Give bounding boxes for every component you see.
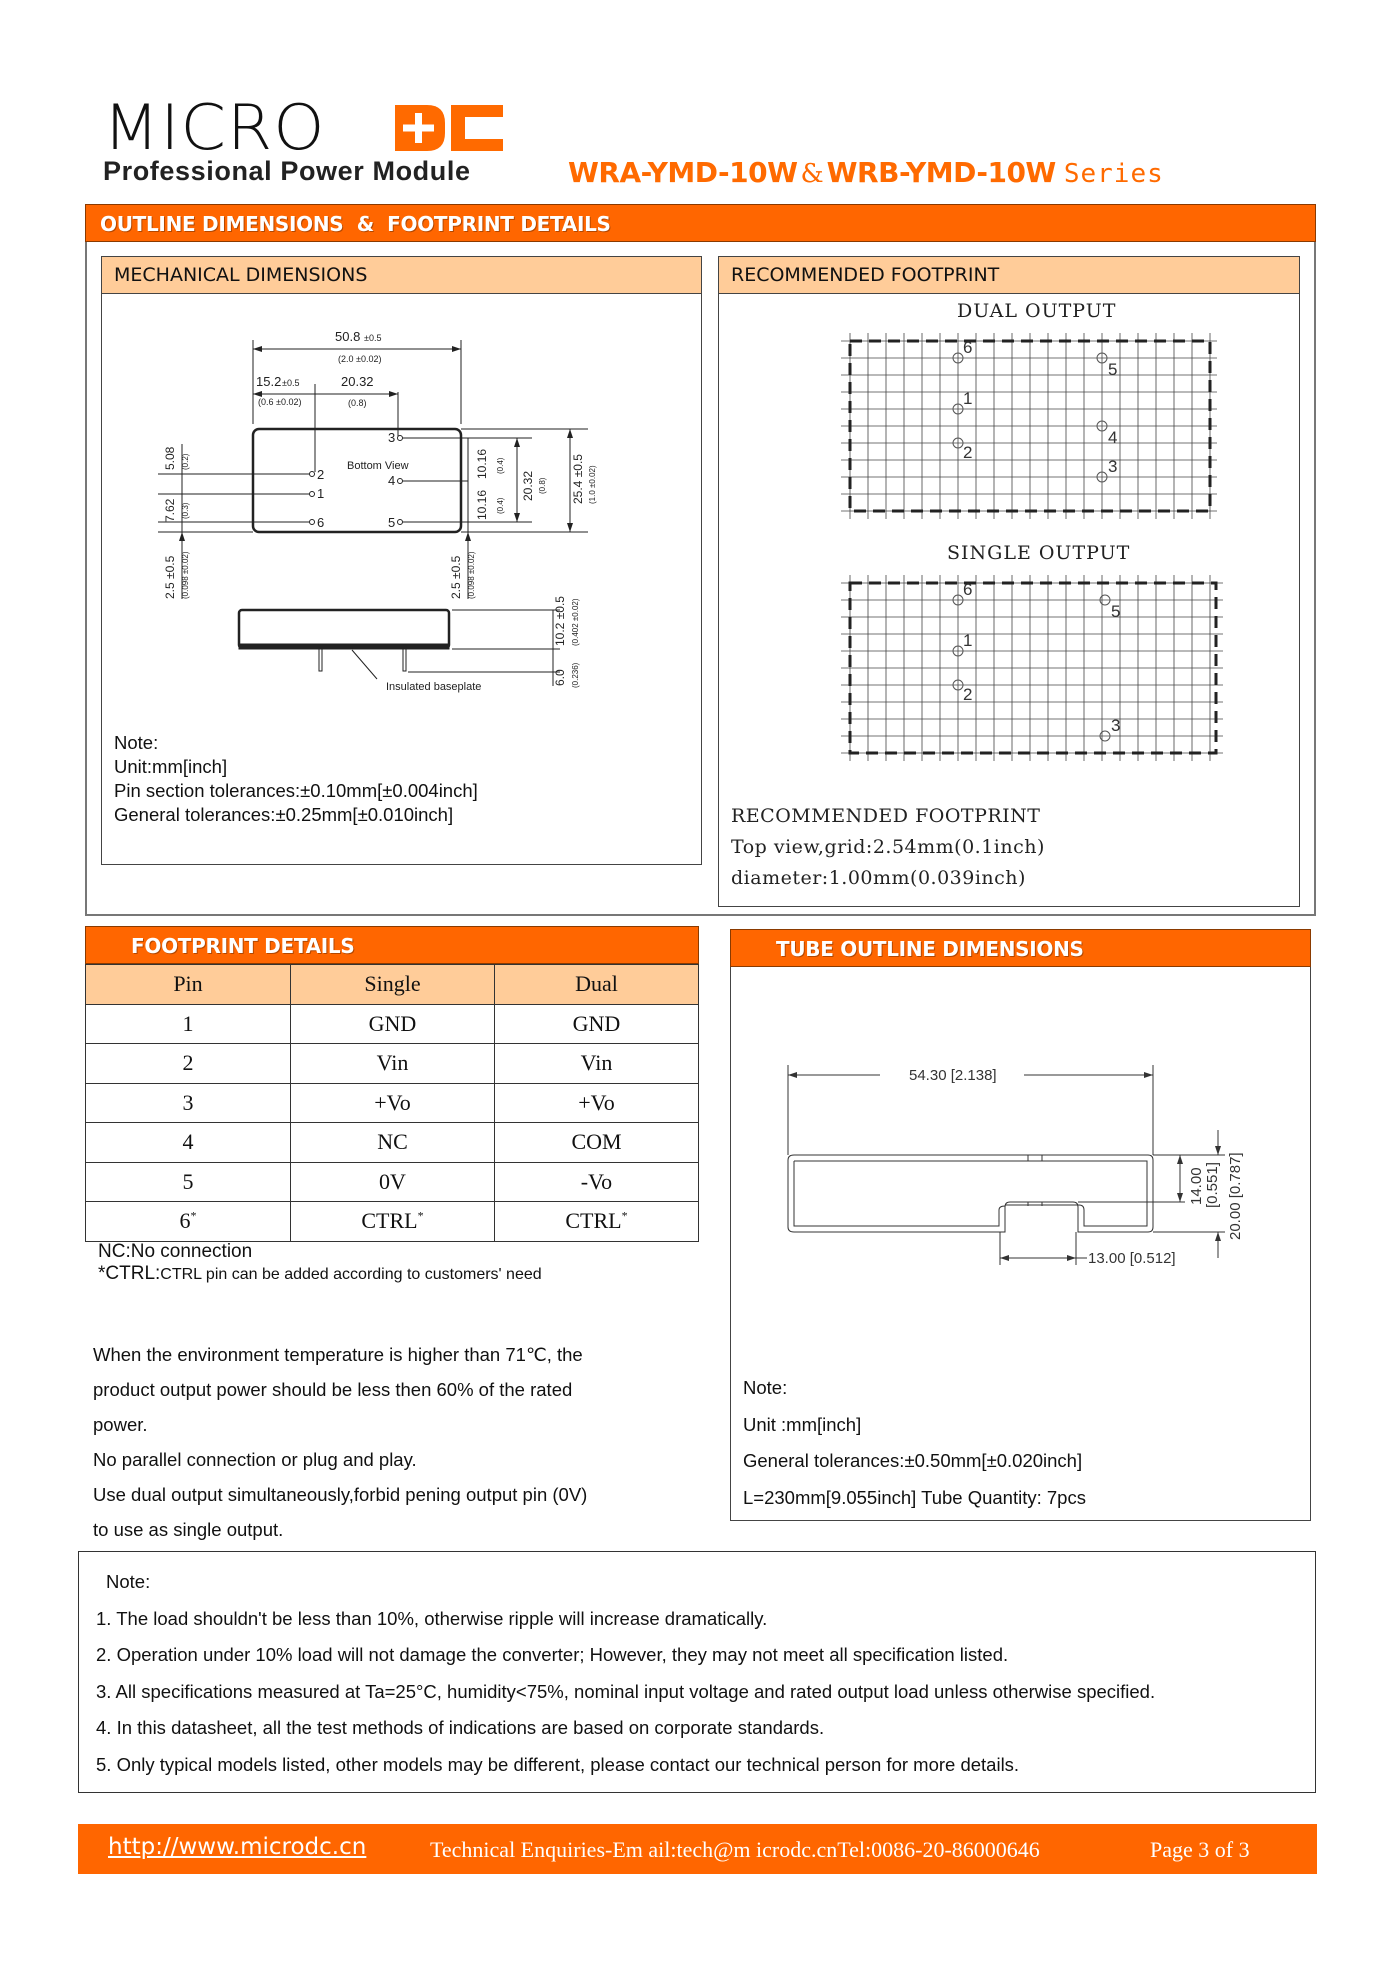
table-row [86, 1162, 699, 1202]
svg-text:20.32: 20.32 [341, 374, 374, 389]
column-header: Pin [86, 965, 291, 1005]
note-line: Top view,grid:2.54mm(0.1inch) [731, 836, 1045, 858]
svg-text:(0.3): (0.3) [181, 502, 190, 519]
svg-text:(1.0 ±0.02): (1.0 ±0.02) [588, 465, 597, 504]
svg-text:3: 3 [388, 430, 396, 445]
column-header: Single [291, 965, 495, 1005]
svg-text:6.0: 6.0 [553, 669, 567, 686]
svg-text:3: 3 [1111, 716, 1121, 735]
tube-notes [743, 1370, 1086, 1516]
note-item: 4. In this datasheet, all the test methods of indications are based on corporate standards. [96, 1717, 825, 1738]
svg-text:(0.098 ±0.02): (0.098 ±0.02) [467, 551, 476, 599]
svg-text:(0.402 ±0.02): (0.402 ±0.02) [571, 598, 580, 646]
svg-text:1: 1 [963, 389, 973, 408]
svg-text:1: 1 [317, 486, 325, 501]
single-cell: 0V [291, 1162, 495, 1202]
note-item: 3. All specifications measured at Ta=25°C, humidity<75%, nominal input voltage and rated output load unless otherwise specified. [96, 1680, 1156, 1702]
pin-cell: 1 [86, 1004, 291, 1044]
dual-cell: CTRL* [495, 1202, 699, 1242]
svg-text:(0.2): (0.2) [181, 453, 190, 470]
svg-text:6: 6 [963, 580, 973, 599]
pin-cell: 3 [86, 1083, 291, 1123]
model-b: WRB-YMD-10W [826, 156, 1056, 189]
svg-text:±0.5: ±0.5 [282, 378, 300, 388]
dual-cell: +Vo [495, 1083, 699, 1123]
svg-text:5.08: 5.08 [163, 446, 177, 470]
note-item: 2. Operation under 10% load will not damage the converter; However, they may not meet all specification listed. [96, 1644, 1009, 1665]
mechanical-dimensions-panel [101, 256, 702, 865]
brand-logo [103, 91, 505, 190]
svg-text:20.32: 20.32 [521, 470, 535, 501]
note-line: Unit:mm[inch] [114, 756, 228, 777]
dual-cell: -Vo [495, 1162, 699, 1202]
single-cell: +Vo [291, 1083, 495, 1123]
recommended-footprint-title: RECOMMENDED FOOTPRINT [719, 257, 1299, 294]
table-header-row [86, 965, 699, 1005]
svg-text:6: 6 [317, 515, 325, 530]
svg-text:2.5 ±0.5: 2.5 ±0.5 [449, 555, 463, 599]
logo-wordmark: MICRO [103, 91, 326, 164]
note-line: L=230mm[9.055inch] Tube Quantity: 7pcs [743, 1486, 1086, 1508]
baseplate-label: Insulated baseplate [386, 681, 482, 693]
svg-text:5: 5 [1111, 602, 1121, 621]
svg-text:2.5 ±0.5: 2.5 ±0.5 [163, 555, 177, 599]
svg-text:10.16: 10.16 [475, 489, 489, 520]
contact-info: Technical Enquiries-Em ail:tech@m icrodc.cnTel:0086-20-86000646 [430, 1837, 1040, 1862]
single-cell: GND [291, 1004, 495, 1044]
tube-width-label: 54.30 [2.138] [909, 1067, 997, 1084]
general-notes-heading: Note: [106, 1571, 151, 1592]
mechanical-drawing [102, 294, 700, 734]
warning-line: When the environment temperature is higher than 71℃, the [93, 1344, 583, 1365]
svg-text:±0.5: ±0.5 [364, 333, 382, 343]
tube-outline-drawing [730, 1040, 1311, 1280]
website-link[interactable]: http://www.microdc.cn [108, 1834, 367, 1860]
tube-slot-width-label: 13.00 [0.512] [1088, 1250, 1176, 1267]
svg-text:5: 5 [1108, 360, 1118, 379]
svg-text:6: 6 [963, 338, 973, 357]
page-footer [78, 1824, 1317, 1874]
dual-cell: Vin [495, 1044, 699, 1084]
single-cell: NC [291, 1123, 495, 1163]
svg-text:7.62: 7.62 [163, 498, 177, 522]
svg-text:10.2 ±0.5: 10.2 ±0.5 [553, 596, 567, 646]
mechanical-notes [114, 731, 478, 827]
model-a: WRA-YMD-10W [568, 156, 798, 189]
svg-text:(2.0 ±0.02): (2.0 ±0.02) [338, 354, 382, 364]
tube-height-label: 20.00 [0.787] [1227, 1152, 1244, 1240]
svg-text:2: 2 [317, 467, 325, 482]
tube-outline-header: TUBE OUTLINE DIMENSIONS [730, 929, 1311, 967]
single-cell: CTRL* [291, 1202, 495, 1242]
dim-overall-length: 50.8 [335, 329, 361, 344]
column-header: Dual [495, 965, 699, 1005]
series-title [568, 156, 1164, 189]
svg-text:15.2: 15.2 [256, 374, 282, 389]
svg-text:14.00: 14.00 [1188, 1167, 1205, 1205]
dual-output-footprint-grid [841, 333, 1221, 525]
svg-text:5: 5 [388, 515, 396, 530]
svg-text:2: 2 [963, 443, 973, 462]
usage-warnings [93, 1337, 713, 1547]
svg-text:4: 4 [1108, 428, 1118, 447]
dual-cell: COM [495, 1123, 699, 1163]
note-heading: Note: [743, 1377, 788, 1398]
svg-text:(0.236): (0.236) [571, 662, 580, 688]
svg-text:2: 2 [963, 685, 973, 704]
footprint-details-notes [98, 1241, 542, 1285]
footprint-notes [731, 801, 1045, 894]
logo-dc-plus-icon [393, 103, 505, 153]
svg-text:(0.4): (0.4) [496, 497, 505, 514]
single-output-label: SINGLE OUTPUT [947, 542, 1131, 564]
single-cell: Vin [291, 1044, 495, 1084]
svg-text:1: 1 [963, 631, 973, 650]
footprint-details-table [85, 964, 699, 1242]
warning-line: Use dual output simultaneously,forbid pening output pin (0V) [93, 1484, 588, 1505]
pin-cell: 5 [86, 1162, 291, 1202]
bottom-view-label: Bottom View [347, 460, 409, 472]
note-item: 5. Only typical models listed, other models may be different, please contact our technical person for more details. [96, 1753, 1020, 1775]
svg-text:25.4 ±0.5: 25.4 ±0.5 [571, 454, 585, 504]
general-notes-box [78, 1551, 1316, 1793]
note-line: RECOMMENDED FOOTPRINT [731, 805, 1041, 827]
note-heading: Note: [114, 732, 159, 753]
table-row [86, 1202, 699, 1242]
svg-text:[0.551]: [0.551] [1204, 1162, 1221, 1208]
dual-cell: GND [495, 1004, 699, 1044]
note-line: Unit :mm[inch] [743, 1413, 862, 1435]
logo-tagline: Professional Power Module [103, 156, 471, 186]
single-output-footprint-grid [841, 575, 1226, 767]
svg-text:4: 4 [388, 473, 396, 488]
note-item: 1. The load shouldn't be less than 10%, otherwise ripple will increase dramatically. [96, 1607, 768, 1629]
svg-text:10.16: 10.16 [475, 448, 489, 479]
warning-line: product output power should be less then 60% of the rated [93, 1379, 573, 1400]
svg-text:(0.098 ±0.02): (0.098 ±0.02) [181, 551, 190, 599]
table-row [86, 1004, 699, 1044]
outline-section-header: OUTLINE DIMENSIONS & FOOTPRINT DETAILS [85, 204, 1316, 242]
svg-text:(0.8): (0.8) [538, 477, 547, 494]
recommended-footprint-panel [718, 256, 1300, 907]
dual-output-label: DUAL OUTPUT [957, 300, 1117, 322]
footprint-details-header: FOOTPRINT DETAILS [85, 926, 699, 964]
svg-text:3: 3 [1108, 457, 1118, 476]
note-line: General tolerances:±0.50mm[±0.020inch] [743, 1450, 1083, 1471]
ctrl-note: *CTRL:CTRL pin can be added according to customers' need [98, 1263, 542, 1284]
table-row [86, 1044, 699, 1084]
table-row [86, 1123, 699, 1163]
pin-cell: 2 [86, 1044, 291, 1084]
pin-cell: 4 [86, 1123, 291, 1163]
warning-line: No parallel connection or plug and play. [93, 1449, 417, 1470]
svg-text:(0.6 ±0.02): (0.6 ±0.02) [258, 397, 302, 407]
mechanical-dimensions-title: MECHANICAL DIMENSIONS [102, 257, 701, 294]
series-suffix: Series [1063, 159, 1164, 189]
warning-line: power. [93, 1414, 148, 1435]
page-number: Page 3 of 3 [1150, 1837, 1250, 1862]
svg-text:(0.4): (0.4) [496, 457, 505, 474]
nc-note: NC:No connection [98, 1241, 253, 1262]
pin-cell: 6* [86, 1202, 291, 1242]
note-line: General tolerances:±0.25mm[±0.010inch] [114, 804, 454, 825]
note-line: diameter:1.00mm(0.039inch) [731, 867, 1026, 889]
svg-text:(0.8): (0.8) [348, 398, 367, 408]
ampersand: & [800, 159, 824, 189]
note-line: Pin section tolerances:±0.10mm[±0.004inch] [114, 780, 478, 801]
table-row [86, 1083, 699, 1123]
warning-line: to use as single output. [93, 1519, 284, 1540]
